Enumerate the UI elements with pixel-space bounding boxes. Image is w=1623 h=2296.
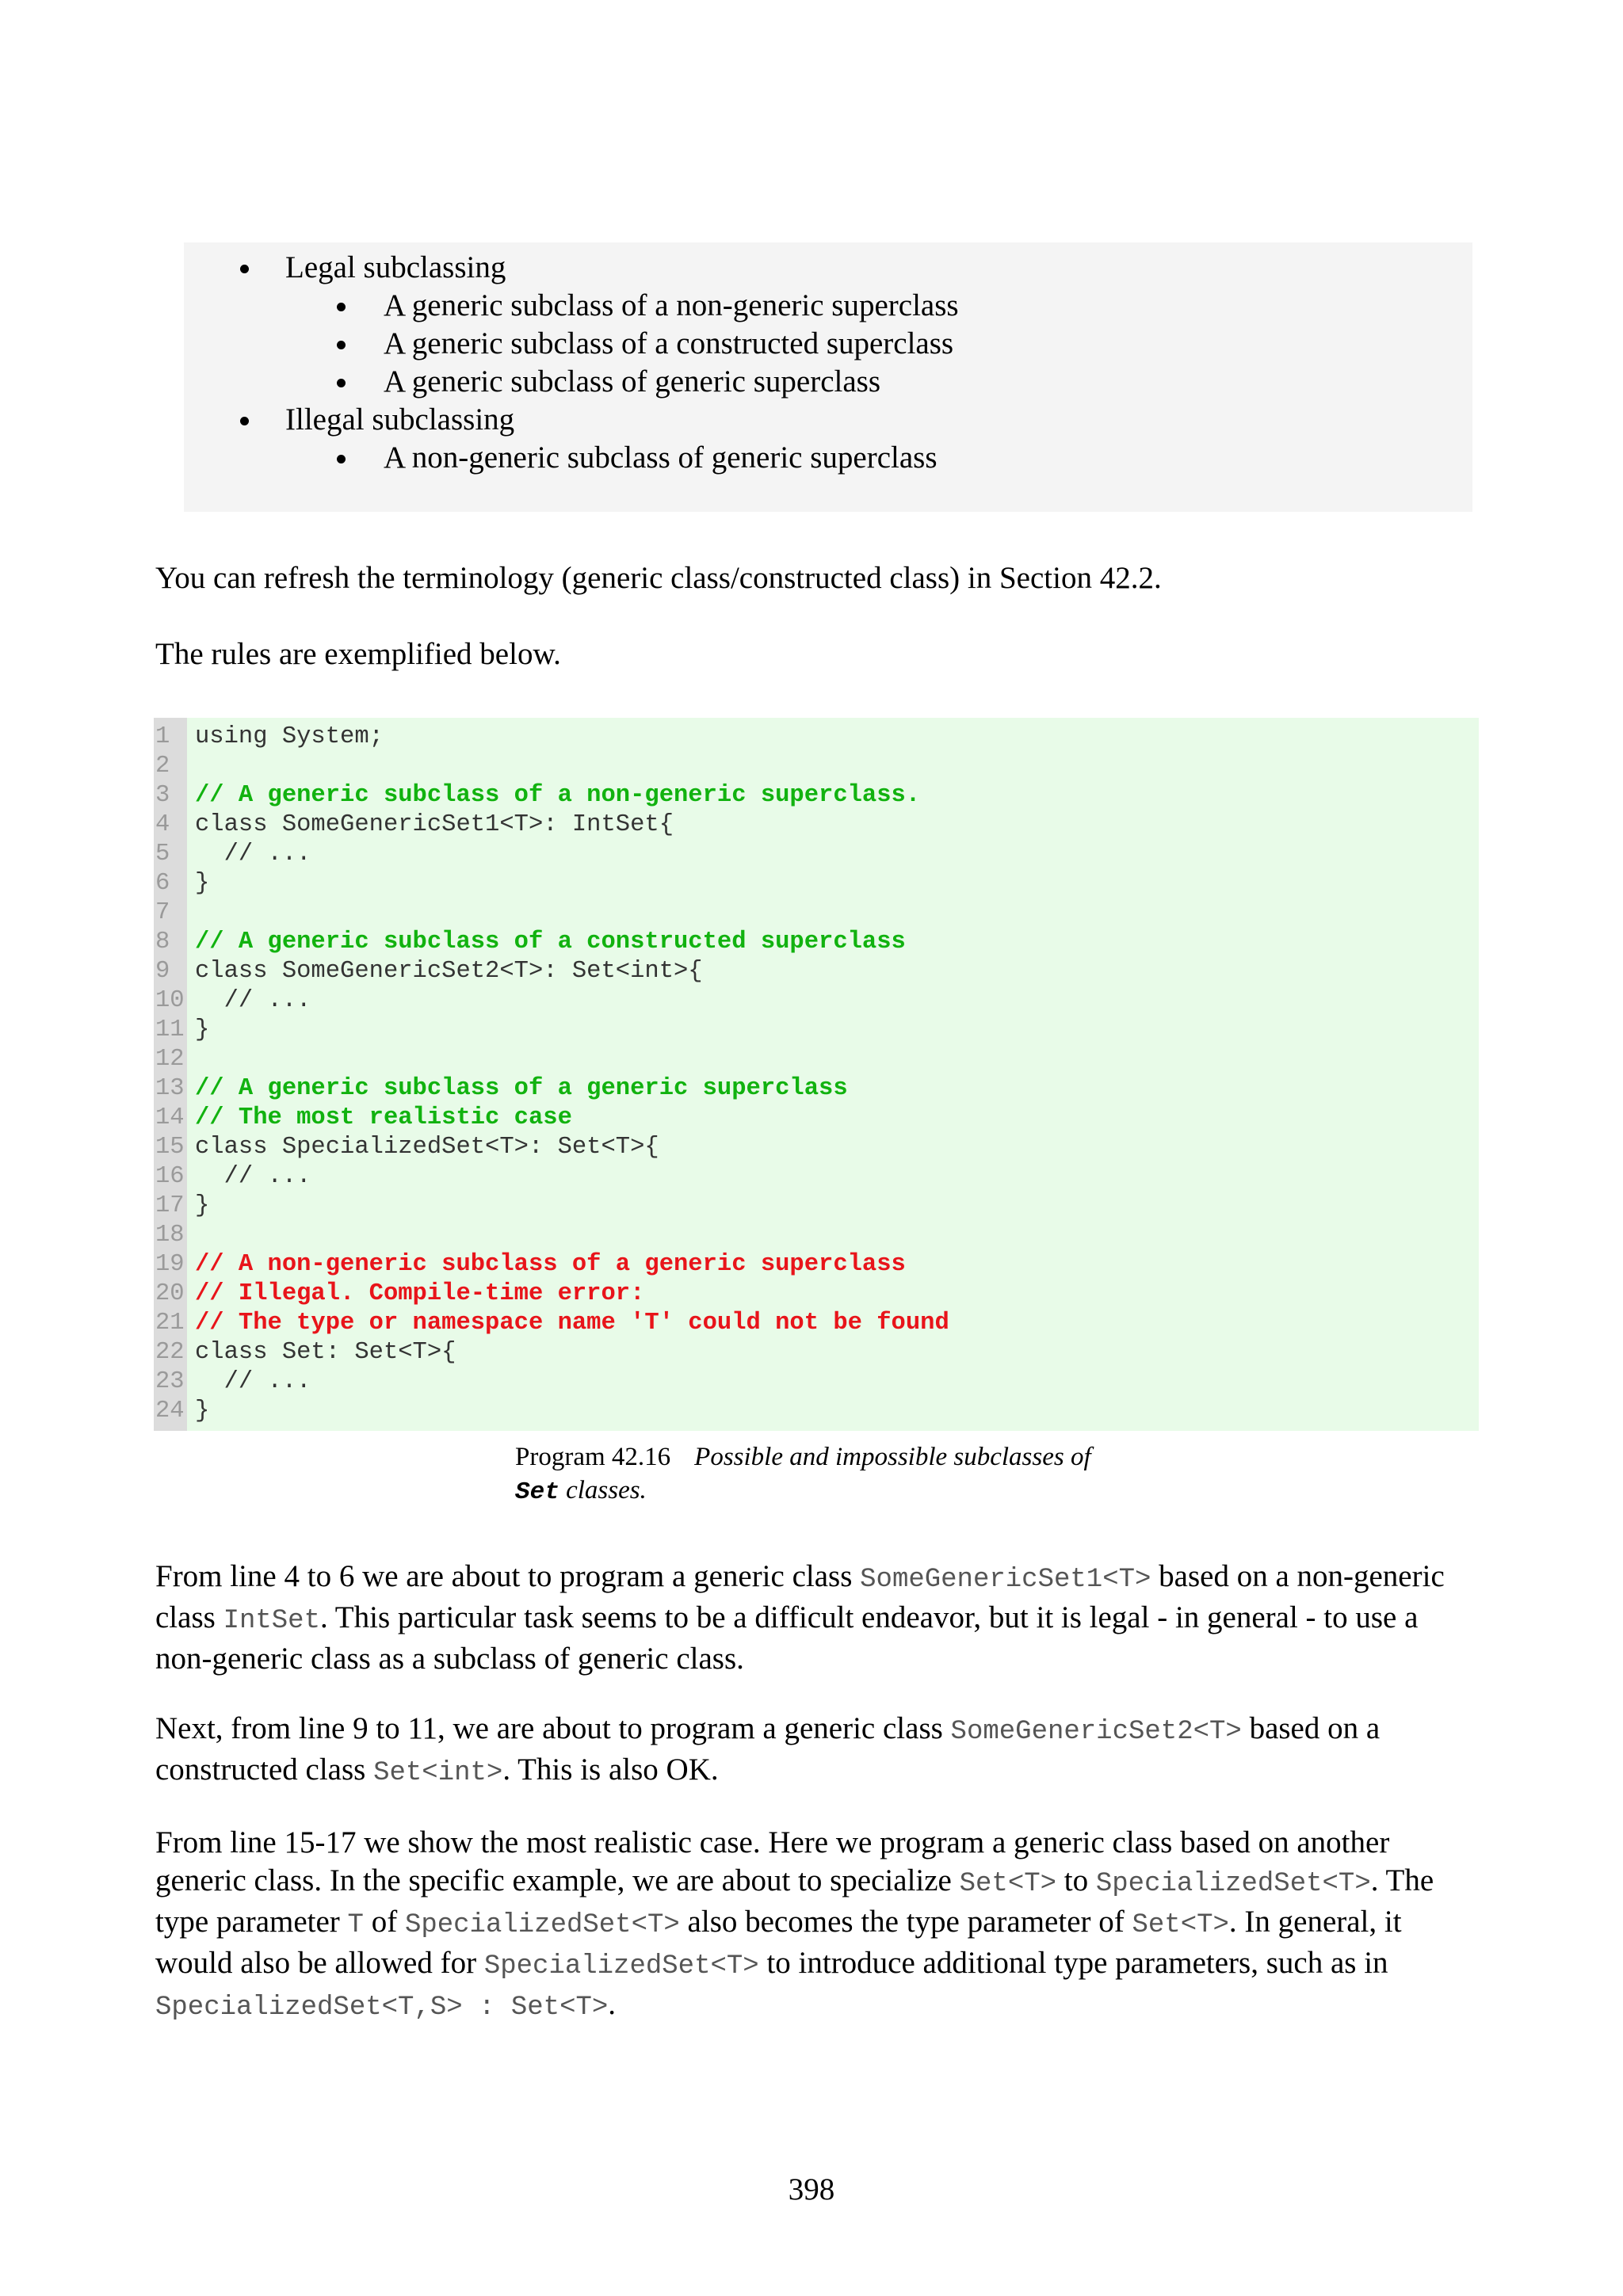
line-number: 21 xyxy=(155,1310,185,1337)
caption-text: Possible and impossible subclasses of xyxy=(694,1443,1091,1471)
program-caption xyxy=(515,1440,1228,1509)
code-text: } xyxy=(195,1192,210,1219)
list-item-text: A generic subclass of a non-generic superclass xyxy=(384,288,959,322)
code-line xyxy=(154,1338,1479,1367)
paragraph-text: . This is also OK. xyxy=(502,1753,719,1787)
legal-subclassing-label: Legal subclassing xyxy=(285,250,506,284)
code-line xyxy=(154,1192,1479,1221)
code-line xyxy=(154,986,1479,1016)
code-text: // ... xyxy=(195,841,311,868)
code-line xyxy=(154,840,1479,869)
code-line xyxy=(154,1397,1479,1426)
bullet-icon xyxy=(337,379,346,387)
code-listing xyxy=(154,718,1479,1431)
line-number: 1 xyxy=(155,723,170,750)
line-number: 20 xyxy=(155,1280,185,1307)
code-text: // A non-generic subclass of a generic superclass xyxy=(195,1251,906,1278)
line-number: 19 xyxy=(155,1251,185,1278)
code-line xyxy=(154,898,1479,928)
list-item-text: A generic subclass of a constructed superclass xyxy=(384,326,954,360)
code-line xyxy=(154,1250,1479,1280)
bullet-icon xyxy=(337,303,346,311)
line-number: 16 xyxy=(155,1163,185,1190)
paragraph-text: based on a non-generic class xyxy=(155,1559,1445,1634)
code-text: // A generic subclass of a non-generic superclass. xyxy=(195,782,921,809)
paragraph-text: . The type parameter xyxy=(155,1863,1434,1939)
bullet-icon xyxy=(240,265,249,273)
line-number: 5 xyxy=(155,841,170,868)
list-item xyxy=(184,249,959,287)
code-text: using System; xyxy=(195,723,384,750)
code-text: // Illegal. Compile-time error: xyxy=(195,1280,645,1307)
code-line xyxy=(154,1309,1479,1338)
code-text: } xyxy=(195,1016,210,1043)
code-line xyxy=(154,1367,1479,1397)
paragraph-text: Next, from line 9 to 11, we are about to program a generic class xyxy=(155,1711,951,1745)
code-line xyxy=(154,1045,1479,1074)
line-number: 2 xyxy=(155,753,170,780)
inline-code: IntSet xyxy=(223,1606,320,1636)
line-number: 24 xyxy=(155,1398,185,1425)
code-line xyxy=(154,810,1479,840)
paragraph-text: to xyxy=(1056,1863,1096,1897)
code-line xyxy=(154,1280,1479,1309)
list-item xyxy=(184,401,959,439)
code-text: class SomeGenericSet1<T>: IntSet{ xyxy=(195,811,674,838)
code-line xyxy=(154,957,1479,986)
inline-code: SomeGenericSet1<T> xyxy=(860,1565,1151,1595)
code-line xyxy=(154,1016,1479,1045)
bullet-icon xyxy=(240,417,249,425)
rules-box xyxy=(184,242,1472,512)
inline-code: SomeGenericSet2<T> xyxy=(950,1717,1242,1747)
inline-code: SpecializedSet<T,S> : Set<T> xyxy=(155,1993,609,2023)
line-number: 7 xyxy=(155,899,170,926)
code-text: class Set: Set<T>{ xyxy=(195,1339,456,1366)
line-number: 8 xyxy=(155,929,170,955)
code-line xyxy=(154,1104,1479,1133)
bullet-icon xyxy=(337,341,346,349)
line-number: 17 xyxy=(155,1192,185,1219)
code-line xyxy=(154,869,1479,898)
code-line xyxy=(154,723,1479,752)
inline-code: Set<T> xyxy=(1132,1910,1229,1940)
list-item xyxy=(184,287,959,325)
code-line xyxy=(154,1221,1479,1250)
list-item xyxy=(184,325,959,363)
code-text: class SpecializedSet<T>: Set<T>{ xyxy=(195,1134,659,1161)
line-number: 22 xyxy=(155,1339,185,1366)
line-number: 6 xyxy=(155,870,170,897)
line-number: 13 xyxy=(155,1075,185,1102)
line-number: 18 xyxy=(155,1222,185,1249)
inline-code: SpecializedSet<T> xyxy=(404,1910,680,1940)
paragraph-text: . xyxy=(608,1987,617,2021)
paragraph-text: based on a constructed class xyxy=(155,1711,1381,1787)
code-line xyxy=(154,928,1479,957)
code-text: class SomeGenericSet2<T>: Set<int>{ xyxy=(195,958,703,985)
line-number: 4 xyxy=(155,811,170,838)
code-text: } xyxy=(195,1398,210,1425)
paragraph-line-9-11 xyxy=(155,1710,1477,1792)
paragraph-text: From line 15-17 we show the most realistic case. Here we program a generic class based on another generic class. In the specific example, we are about to specialize xyxy=(155,1825,1390,1897)
code-text: // A generic subclass of a constructed superclass xyxy=(195,929,906,955)
line-number: 10 xyxy=(155,987,185,1014)
code-text: // A generic subclass of a generic superclass xyxy=(195,1075,848,1102)
line-number: 15 xyxy=(155,1134,185,1161)
inline-code: SpecializedSet<T> xyxy=(483,1951,759,1981)
code-text: } xyxy=(195,870,210,897)
code-line xyxy=(154,781,1479,810)
bullet-icon xyxy=(337,455,346,463)
intro-refresh-paragraph: You can refresh the terminology (generic class/constructed class) in Section 42.2. xyxy=(155,561,1162,595)
line-number: 14 xyxy=(155,1104,185,1131)
paragraph-line-15-17 xyxy=(155,1824,1477,2027)
inline-code: SpecializedSet<T> xyxy=(1095,1869,1371,1899)
code-text: // The type or namespace name 'T' could not be found xyxy=(195,1310,949,1337)
code-line xyxy=(154,752,1479,781)
rules-list xyxy=(184,249,959,477)
intro-exemplified-paragraph: The rules are exemplified below. xyxy=(155,637,561,671)
code-line xyxy=(154,1133,1479,1162)
paragraph-text: . In general, it would also be allowed for xyxy=(155,1905,1402,1980)
code-line xyxy=(154,1162,1479,1192)
list-item-text: A generic subclass of generic superclass xyxy=(384,364,881,399)
list-item xyxy=(184,439,959,477)
line-number: 11 xyxy=(155,1016,185,1043)
line-number: 9 xyxy=(155,958,170,985)
inline-code: Set<int> xyxy=(373,1758,503,1788)
illegal-subclassing-label: Illegal subclassing xyxy=(285,402,515,437)
line-number: 12 xyxy=(155,1046,185,1073)
paragraph-text: to introduce additional type parameters, such as in xyxy=(758,1946,1388,1980)
caption-suffix: classes. xyxy=(559,1476,647,1505)
paragraph-text: also becomes the type parameter of xyxy=(679,1905,1132,1939)
caption-code: Set xyxy=(515,1478,559,1506)
list-item xyxy=(184,363,959,401)
caption-label: Program 42.16 xyxy=(515,1443,671,1471)
line-number: 3 xyxy=(155,782,170,809)
paragraph-text: of xyxy=(363,1905,405,1939)
paragraph-text: From line 4 to 6 we are about to program a generic class xyxy=(155,1559,861,1593)
inline-code: Set<T> xyxy=(959,1869,1057,1899)
inline-code: T xyxy=(347,1910,364,1940)
list-item-text: A non-generic subclass of generic superclass xyxy=(384,441,938,475)
code-line xyxy=(154,1074,1479,1104)
code-text: // ... xyxy=(195,1163,311,1190)
code-text: // The most realistic case xyxy=(195,1104,572,1131)
line-number: 23 xyxy=(155,1368,185,1395)
code-text: // ... xyxy=(195,987,311,1014)
paragraph-text: . This particular task seems to be a difficult endeavor, but it is legal - in general - to use a non-generic class as a subclass of generic class. xyxy=(155,1600,1419,1676)
code-text: // ... xyxy=(195,1368,311,1395)
page-number: 398 xyxy=(788,2172,835,2206)
paragraph-line-4-6 xyxy=(155,1558,1477,1678)
